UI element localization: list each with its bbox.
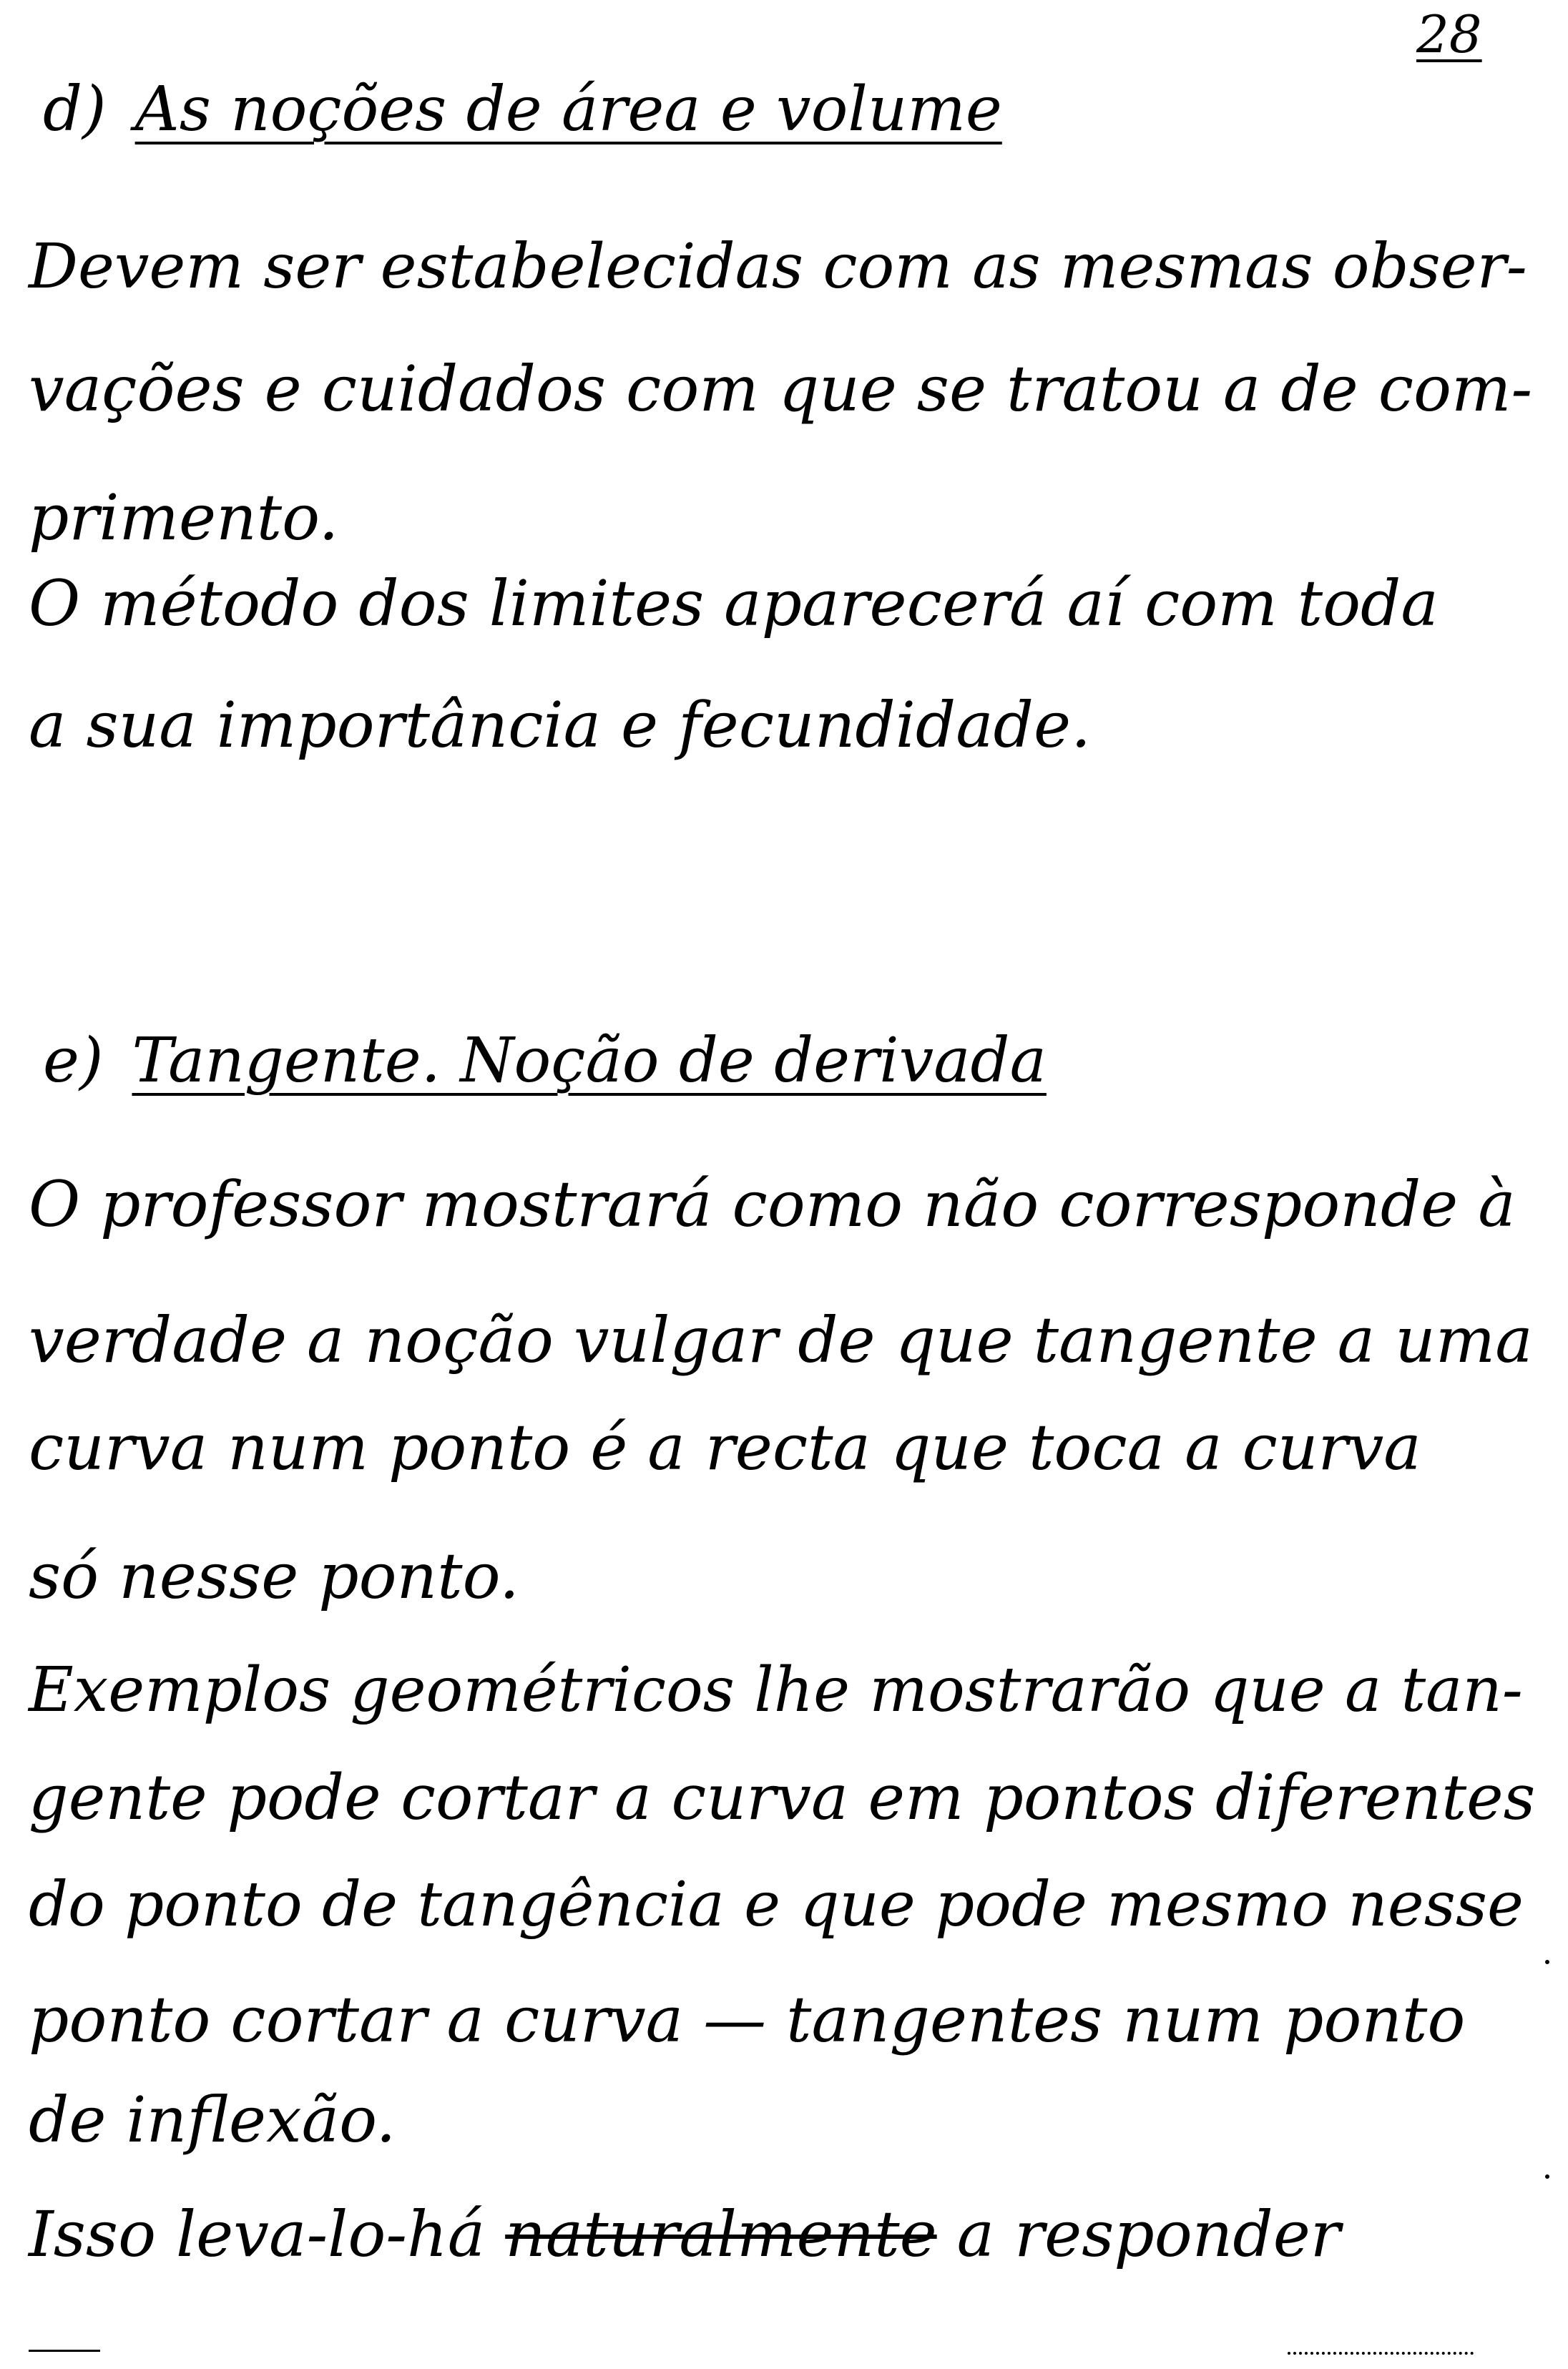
struck-word: naturalmente xyxy=(505,2197,937,2271)
page-number: 28 xyxy=(1416,4,1482,64)
scan-edge-dots xyxy=(1288,2352,1474,2356)
section-e-line: do ponto de tangência e que pode mesmo nesse xyxy=(29,1869,1524,1941)
section-e-title: Tangente. Noção de derivada xyxy=(132,1025,1047,1097)
section-d-line: primento. xyxy=(29,481,339,554)
section-d-line: Devem ser estabelecidas com as mesmas obser- xyxy=(29,231,1527,303)
section-d-heading xyxy=(43,74,1002,145)
margin-speck xyxy=(1545,2174,1549,2179)
section-d-marker: d) xyxy=(43,74,107,145)
section-e-line: ponto cortar a curva — tangentes num ponto xyxy=(29,1983,1466,2056)
section-e-line: verdade a noção vulgar de que tangente a uma xyxy=(29,1303,1533,1377)
section-e-line: gente pode cortar a curva em pontos diferentes xyxy=(29,1761,1536,1834)
section-e-last-line xyxy=(29,2197,1341,2271)
section-e-line: Exemplos geométricos lhe mostrarão que a tan- xyxy=(29,1654,1523,1726)
section-d-line: O método dos limites aparecerá aí com toda xyxy=(29,566,1439,640)
section-d-title: As noções de área e volume xyxy=(134,74,1002,145)
scan-edge-line xyxy=(29,2350,100,2352)
section-e-heading xyxy=(43,1025,1047,1097)
section-e-marker: e) xyxy=(43,1025,104,1097)
section-e-line: O professor mostrará como não corresponde à xyxy=(29,1167,1516,1241)
section-e-line: curva num ponto é a recta que toca a curva xyxy=(29,1411,1421,1484)
section-e-last-line-text: Isso leva-lo-há naturalmente a responder xyxy=(29,2197,1341,2271)
section-d-line: vações e cuidados com que se tratou a de com- xyxy=(29,352,1533,426)
section-e-line: só nesse ponto. xyxy=(29,1539,519,1613)
section-d-line: a sua importância e fecundidade. xyxy=(29,688,1092,762)
section-e-line: de inflexão. xyxy=(29,2083,396,2157)
margin-speck xyxy=(1545,1960,1549,1964)
